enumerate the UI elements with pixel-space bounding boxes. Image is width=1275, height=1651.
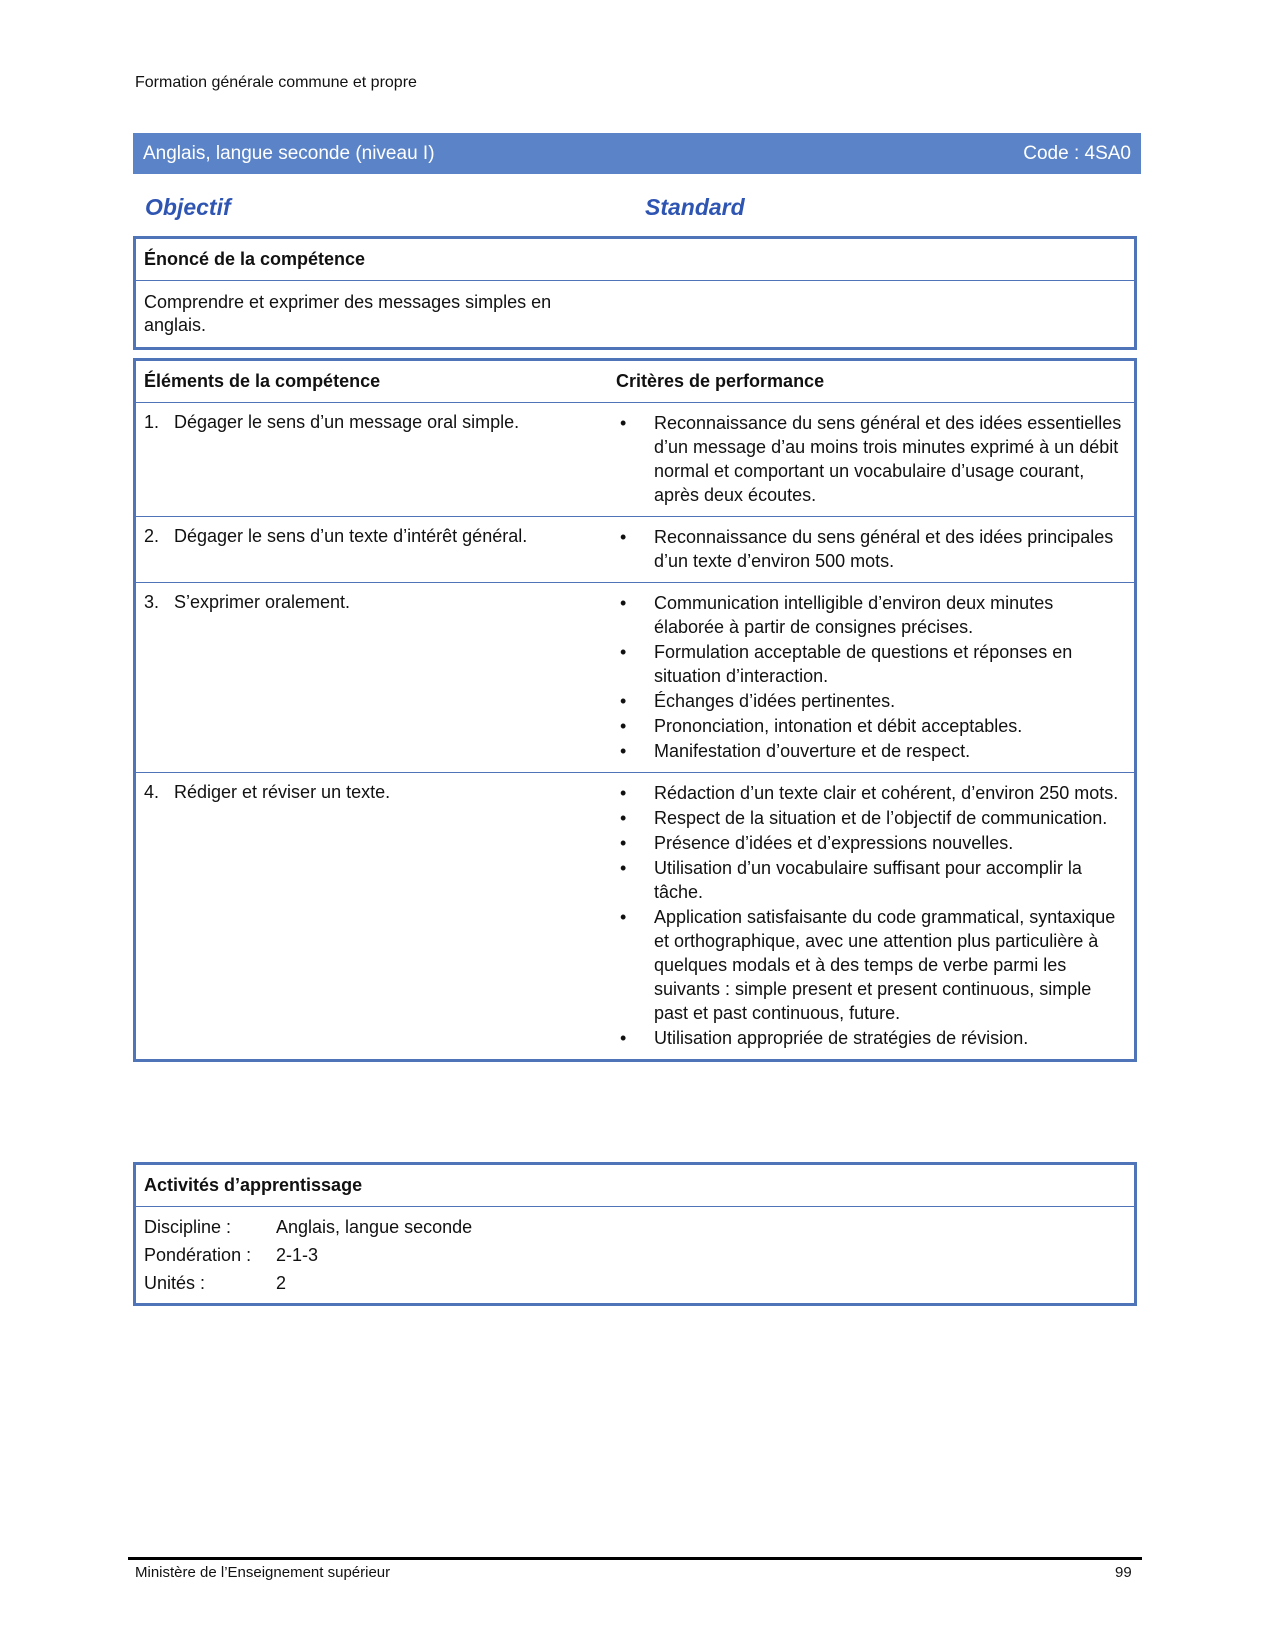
criterion-item: • Rédaction d’un texte clair et cohérent, d’environ 250 mots. [616,781,1126,805]
criteria-cell [616,403,1134,516]
element-text: S’exprimer oralement. [174,592,351,612]
elements-heading: Éléments de la compétence [144,371,381,391]
course-title-bar [133,133,1141,174]
standard-label: Standard [645,194,745,220]
discipline-line [144,1213,1126,1241]
criteria-cell [616,773,1134,1059]
ponderation-label: Pondération : [144,1245,252,1265]
unites-value: 2 [276,1273,287,1293]
course-title: Anglais, langue seconde (niveau I) [143,142,435,164]
criteria-list [616,525,1126,573]
criteria-heading: Critères de performance [616,371,825,391]
criterion-item: • Manifestation d’ouverture et de respect. [616,739,1126,763]
elements-box [133,358,1137,1062]
ponderation-value: 2-1-3 [276,1245,319,1265]
elements-rows [136,403,1134,1059]
element-row [136,517,1134,583]
criterion-item: • Application satisfaisante du code grammatical, syntaxique et orthographique, avec une attention plus particulière à quelques modals et à des temps de verbe parmi les suivants : simple present et present continuous, simple past et past continuous, future. [616,905,1126,1025]
criterion-item: • Respect de la situation et de l’objectif de communication. [616,806,1126,830]
element-row [136,773,1134,1059]
criteria-list [616,781,1126,1050]
element-row [136,403,1134,517]
element-cell [136,517,616,582]
criterion-item: • Présence d’idées et d’expressions nouvelles. [616,831,1126,855]
criterion-item: • Reconnaissance du sens général et des idées essentielles d’un message d’au moins trois minutes exprimé à un débit normal et comportant un vocabulaire d’usage courant, après deux écoutes. [616,411,1126,507]
criteria-cell [616,517,1134,582]
elements-header-row [136,361,1134,403]
course-code: Code : 4SA0 [1023,142,1131,164]
element-number: 2. [144,526,160,546]
criteria-list [616,411,1126,507]
criteria-list [616,591,1126,763]
enonce-box [133,236,1137,350]
element-number: 3. [144,592,160,612]
objective-label: Objectif [145,194,231,220]
enonce-text: Comprendre et exprimer des messages simples en anglais. [144,292,552,335]
element-text: Dégager le sens d’un message oral simple. [174,412,520,432]
criterion-item: • Reconnaissance du sens général et des idées principales d’un texte d’environ 500 mots. [616,525,1126,573]
element-number: 4. [144,782,160,802]
activities-heading: Activités d’apprentissage [136,1165,1134,1207]
criterion-item: • Échanges d’idées pertinentes. [616,689,1126,713]
criterion-item: • Prononciation, intonation et débit acceptables. [616,714,1126,738]
discipline-label: Discipline : [144,1217,232,1237]
enonce-heading: Énoncé de la compétence [136,239,1134,281]
unites-label: Unités : [144,1273,206,1293]
activities-box [133,1162,1137,1306]
criterion-item: • Formulation acceptable de questions et réponses en situation d’interaction. [616,640,1126,688]
criterion-item: • Utilisation d’un vocabulaire suffisant pour accomplir la tâche. [616,856,1126,904]
footer-rule [128,1557,1142,1560]
discipline-value: Anglais, langue seconde [276,1217,473,1237]
ponderation-line [144,1241,1126,1269]
page-header: Formation générale commune et propre [135,74,417,91]
element-text: Rédiger et réviser un texte. [174,782,391,802]
element-cell [136,583,616,772]
criterion-item: • Communication intelligible d’environ deux minutes élaborée à partir de consignes précises. [616,591,1126,639]
footer-page-number: 99 [1115,1564,1132,1581]
criterion-item: • Utilisation appropriée de stratégies de révision. [616,1026,1126,1050]
element-row [136,583,1134,773]
criteria-cell [616,583,1134,772]
footer-ministry: Ministère de l’Enseignement supérieur [135,1564,391,1581]
unites-line [144,1269,1126,1297]
element-text: Dégager le sens d’un texte d’intérêt général. [174,526,528,546]
element-number: 1. [144,412,160,432]
element-cell [136,403,616,516]
element-cell [136,773,616,1059]
